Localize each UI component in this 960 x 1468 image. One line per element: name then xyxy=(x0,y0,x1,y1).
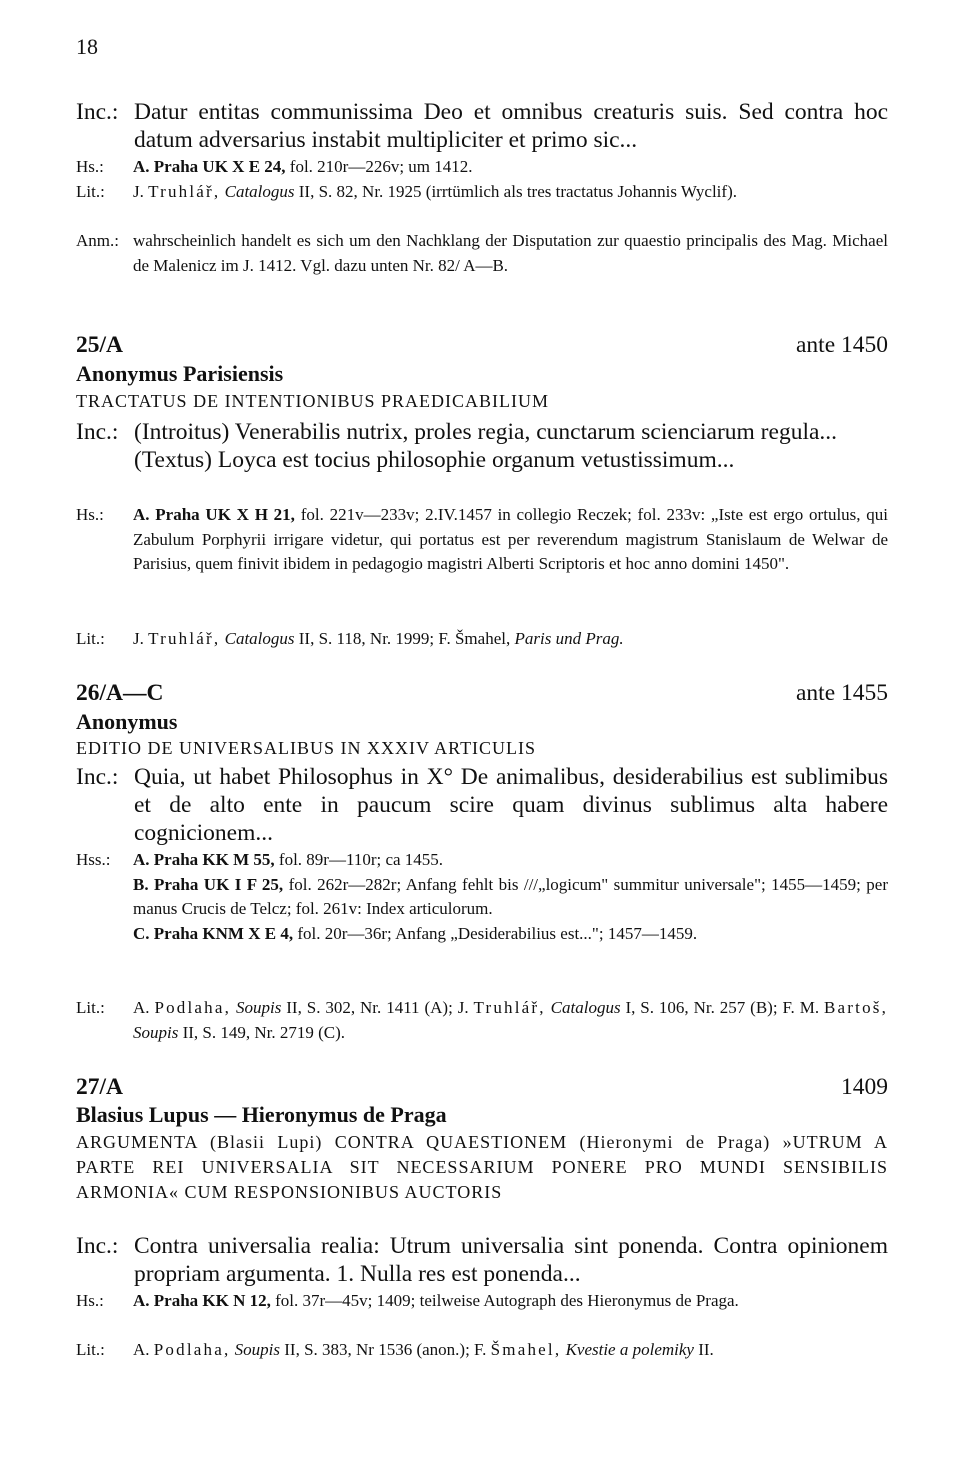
inc-text: Datur entitas communissima Deo et omnibus creaturis suis. Sed contra hoc datum adversarius instabit multipliciter et primo sic... xyxy=(134,99,888,153)
prev-manuscript: Hs.: A. Praha UK X E 24, fol. 210r—226v; um 1412. xyxy=(76,155,888,180)
anm-text: wahrscheinlich handelt es sich um den Nachklang der Disputation zur quaestio principalis des Mag. Michael de Malenicz im J. 1412. Vgl. dazu unten Nr. 82/ A—B. xyxy=(133,231,888,275)
entry-title: ARGUMENTA (Blasii Lupi) CONTRA QUAESTIONEM (Hieronymi de Praga) »UTRUM A PARTE REI UNIVERSALIA SIT NECESSARIUM PONERE PRO MUNDI SENSIBILIS ARMONIA« CUM RESPONSIONIBUS AUCTORIS xyxy=(76,1132,888,1202)
entry-heading xyxy=(76,679,888,707)
shelfmark: A. Praha KK M 55, xyxy=(133,850,275,869)
entry-number: 25/A xyxy=(76,332,123,358)
shelfmark: A. Praha UK X E 24, xyxy=(133,157,286,176)
entry-heading xyxy=(76,1073,888,1101)
hs-label: Hs.: xyxy=(76,157,104,176)
entry-manuscript: Hs.: A. Praha UK X H 21, fol. 221v—233v; 2.IV.1457 in collegio Reczek; fol. 233v: „Iste est ergo ortulus, qui Zabulum Porphyrii irrigare videtur, qui portatus est per reverendum magistrum Stanislaum de Welwar de Parisius, quem finivit ibidem in pedagogio magistri Alberti Scriptoris et hoc anno domini 1450". xyxy=(76,505,889,573)
entry-incipit: Inc.: Contra universalia realia: Utrum universalia sint ponenda. Contra opinionem propriam argumenta. 1. Nulla res est ponenda... xyxy=(76,1233,888,1287)
page-number: 18 xyxy=(76,34,98,59)
entry-author: Anonymus xyxy=(76,709,178,734)
entry-date: 1409 xyxy=(841,1074,888,1100)
inc-label: Inc.: xyxy=(76,99,119,125)
anm-label: Anm.: xyxy=(76,231,119,250)
entry-date: ante 1450 xyxy=(795,332,888,358)
shelfmark: B. Praha UK I F 25, xyxy=(133,874,284,894)
entry-date: ante 1455 xyxy=(795,680,888,706)
prev-incipit xyxy=(76,98,888,154)
entry-author: Blasius Lupus — Hieronymus de Praga xyxy=(76,1102,447,1127)
entry-literature: Lit.: A. Podlaha, Soupis II, S. 302, Nr. 1411 (A); J. Truhlář, Catalogus I, S. 106, Nr. 257 (B); F. M. Bartoš, Soupis II, S. 149, Nr. 2719 (C). xyxy=(76,998,889,1042)
shelfmark: C. Praha KNM X E 4, xyxy=(133,923,294,943)
entry-title: TRACTATUS DE INTENTIONIBUS PRAEDICABILIUM xyxy=(76,391,550,411)
entry-heading xyxy=(76,331,888,359)
prev-literature: Lit.: J. Truhlář, Catalogus II, S. 82, Nr. 1925 (irrtümlich als tres tractatus Johannis Wyclif). xyxy=(76,180,888,205)
entry-author: Anonymus Parisiensis xyxy=(76,361,284,386)
prev-annotation xyxy=(76,229,888,278)
entry-number: 26/A—C xyxy=(76,680,164,706)
entry-literature: Lit.: A. Podlaha, Soupis II, S. 383, Nr 1536 (anon.); F. Šmahel, Kvestie a polemiky II. xyxy=(76,1340,714,1359)
entry-incipit: Inc.: (Introitus) Venerabilis nutrix, proles regia, cunctarum scienciarum regula... (Textus) Loyca est tocius philosophie organum vetustissimum... xyxy=(76,419,838,473)
entry-title: EDITIO DE UNIVERSALIBUS IN XXXIV ARTICULIS xyxy=(76,738,537,758)
entry-manuscript: Hs.: A. Praha KK N 12, fol. 37r—45v; 1409; teilweise Autograph des Hieronymus de Praga. xyxy=(76,1291,739,1310)
shelfmark: A. Praha UK X H 21, xyxy=(133,505,295,524)
entry-incipit: Inc.: Quia, ut habet Philosophus in X° De animalibus, desiderabilius est sublimibus et de alto ente in paucum scire quam divinus sublimus alta habere cognicionem... xyxy=(76,764,888,846)
lit-label: Lit.: xyxy=(76,182,105,201)
entry-literature: Lit.: J. Truhlář, Catalogus II, S. 118, Nr. 1999; F. Šmahel, Paris und Prag. xyxy=(76,629,624,648)
entry-number: 27/A xyxy=(76,1074,123,1100)
entry-manuscripts: Hss.: A. Praha KK M 55, fol. 89r—110r; ca 1455. B. Praha UK I F 25, fol. 262r—282r; Anfang fehlt bis ///„logicum" summitur universale"; 1455—1459; per manus Crucis de Telcz; fol. 261v: Index articulorum. C. Praha KNM X E 4, fol. 20r—36r; Anfang „Desiderabilius est..."; 1457—1459. xyxy=(76,850,888,943)
shelfmark: A. Praha KK N 12, xyxy=(133,1291,271,1310)
